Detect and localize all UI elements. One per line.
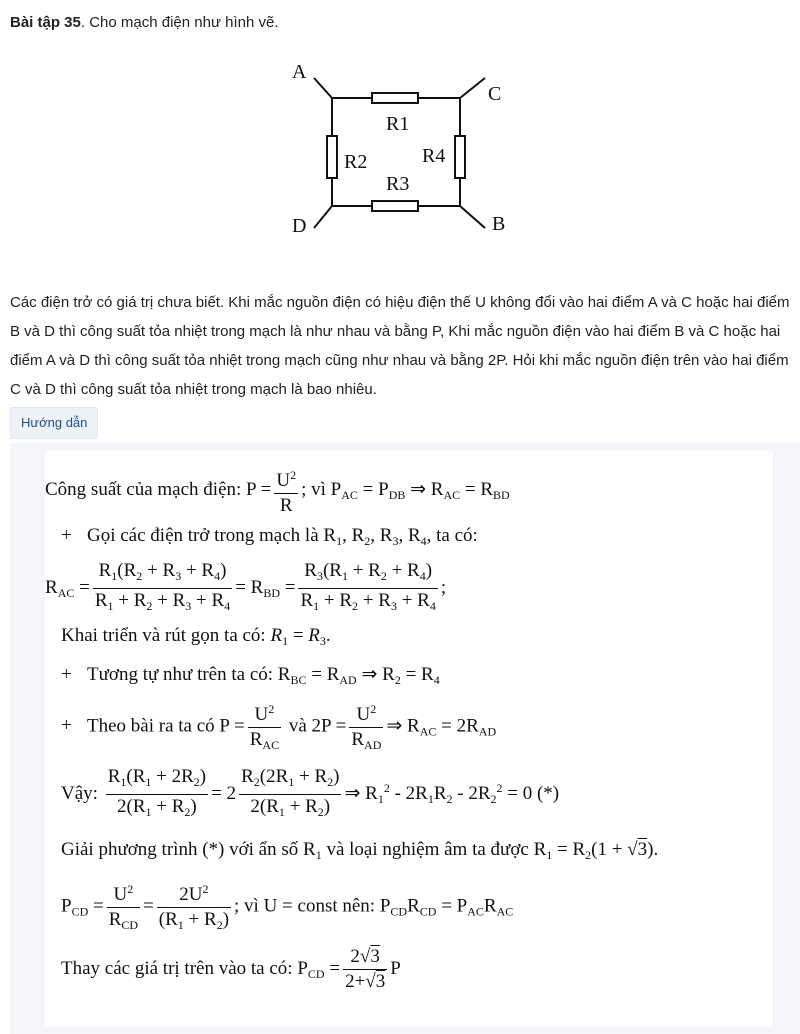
problem-title-rest: . Cho mạch điện như hình vẽ. (80, 14, 279, 31)
l2-text: Gọi các điện trở trong mạch là (87, 525, 319, 546)
solution-line-8: Giải phương trình (*) với ẩn số $R_1$ và loại nghiệm âm ta được $R_1 = R_2(1 + √3)$. (61, 839, 659, 862)
label-r4: R4 (422, 145, 446, 167)
solution-line-2: + Gọi các điện trở trong mạch là $R_1$, $R_2$, $R_3$, $R_4$, ta có: (61, 525, 478, 548)
solution-line-5: + Tương tự như trên ta có: $R_{BC} = R_{AD}$ ⇒ $R_2 = R_4$ (61, 664, 440, 687)
problem-label: Bài tập 35 (10, 14, 81, 31)
l10-text: Thay các giá trị trên vào ta có: (61, 957, 293, 979)
label-r2: R2 (344, 151, 368, 173)
solution-line-7: Vậy: $\frac{R_1(R_1 + 2R_2)}{2(R_1 + R_2)}$ = 2 $\frac{R_2(2R_1 + R_2)}{2(R_1 + R_2)}$ ⇒ $R_1^2 - 2R_1R_2 - 2R_2^2 = 0$ (*) (61, 766, 560, 819)
resistor-r1 (372, 93, 418, 103)
node-b: B (492, 213, 506, 235)
node-c: C (488, 83, 502, 105)
label-r3: R3 (386, 173, 410, 195)
l4-text: Khai triển và rút gọn ta có: (61, 625, 266, 646)
solution-content (45, 451, 772, 1027)
l1-mid: ; vì (301, 478, 326, 500)
l8-text: Giải phương trình (*) với ẩn số R (61, 839, 316, 860)
l9-mid: ; vì U = const nên: (234, 895, 376, 917)
resistor-r4 (455, 136, 465, 178)
solution-line-1: Công suất của mạch điện: P = $\frac{U^2}{R}$ ; vì $P_{AC} = P_{DB}$ ⇒ $R_{AC} = R_{BD}$ (45, 463, 510, 518)
node-a: A (292, 61, 307, 83)
node-d: D (292, 215, 307, 237)
resistor-r3 (372, 201, 418, 211)
solution-line-6: + Theo bài ra ta có P = $\frac{U^2}{R_{AC}}$ và 2P = $\frac{U^2}{R_{AD}}$ ⇒ $R_{AC} = 2R_{AD}$ (61, 697, 496, 757)
label-r1: R1 (386, 113, 410, 135)
l8-rest: và loại nghiệm âm ta được (321, 839, 529, 860)
resistor-r2 (327, 136, 337, 178)
guide-button[interactable]: Hướng dẫn (10, 407, 98, 439)
l1-text: Công suất của mạch điện: (45, 478, 247, 500)
circuit-diagram (280, 58, 520, 238)
problem-description: Các điện trở có giá trị chưa biết. Khi mắc nguồn điện có hiệu điện thế U không đổi vào hai điểm A và C hoặc hai điểm B và D thì công suất tỏa nhiệt trong mạch là như nhau và bằng P, Khi mắc nguồn điện vào hai điểm B và C hoặc hai điểm A và D thì công suất tỏa nhiệt trong mạch cũng như nhau và bằng 2P. Hỏi khi mắc nguồn điện trên vào hai điểm C và D thì công suất tỏa nhiệt trong mạch là bao nhiêu. (10, 294, 790, 398)
problem-title (10, 12, 279, 34)
solution-line-3: $R_{AC}$ = $\frac{R_1(R_2 + R_3 + R_4)}{R_1 + R_2 + R_3 + R_4}$ = $R_{BD}$ = $\frac{R_3(R_1 + R_2 + R_4)}{R_1 + R_2 + R_3 + R_4}$ ; (45, 560, 447, 613)
l6-text: Theo bài ra ta có (87, 715, 215, 737)
solution-line-9: $P_{CD}$ = $\frac{U^2}{R_{CD}}$ = $\frac{2U^2}{(R_1 + R_2)}$ ; vì U = const nên: $P_{CD}R_{CD} = P_{AC}R_{AC}$ (61, 877, 513, 937)
solution-line-4: Khai triển và rút gọn ta có: $R_1 = R_3$. (61, 625, 331, 648)
l5-text: Tương tự như trên ta có: (87, 664, 274, 685)
l2-end: , ta có: (426, 525, 478, 546)
l6-and: và (288, 715, 307, 737)
l7-text: Vậy: (61, 782, 98, 804)
solution-line-10: Thay các giá trị trên vào ta có: $P_{CD}$ = $\frac{2√3}{2+√3}$ P (61, 946, 401, 992)
